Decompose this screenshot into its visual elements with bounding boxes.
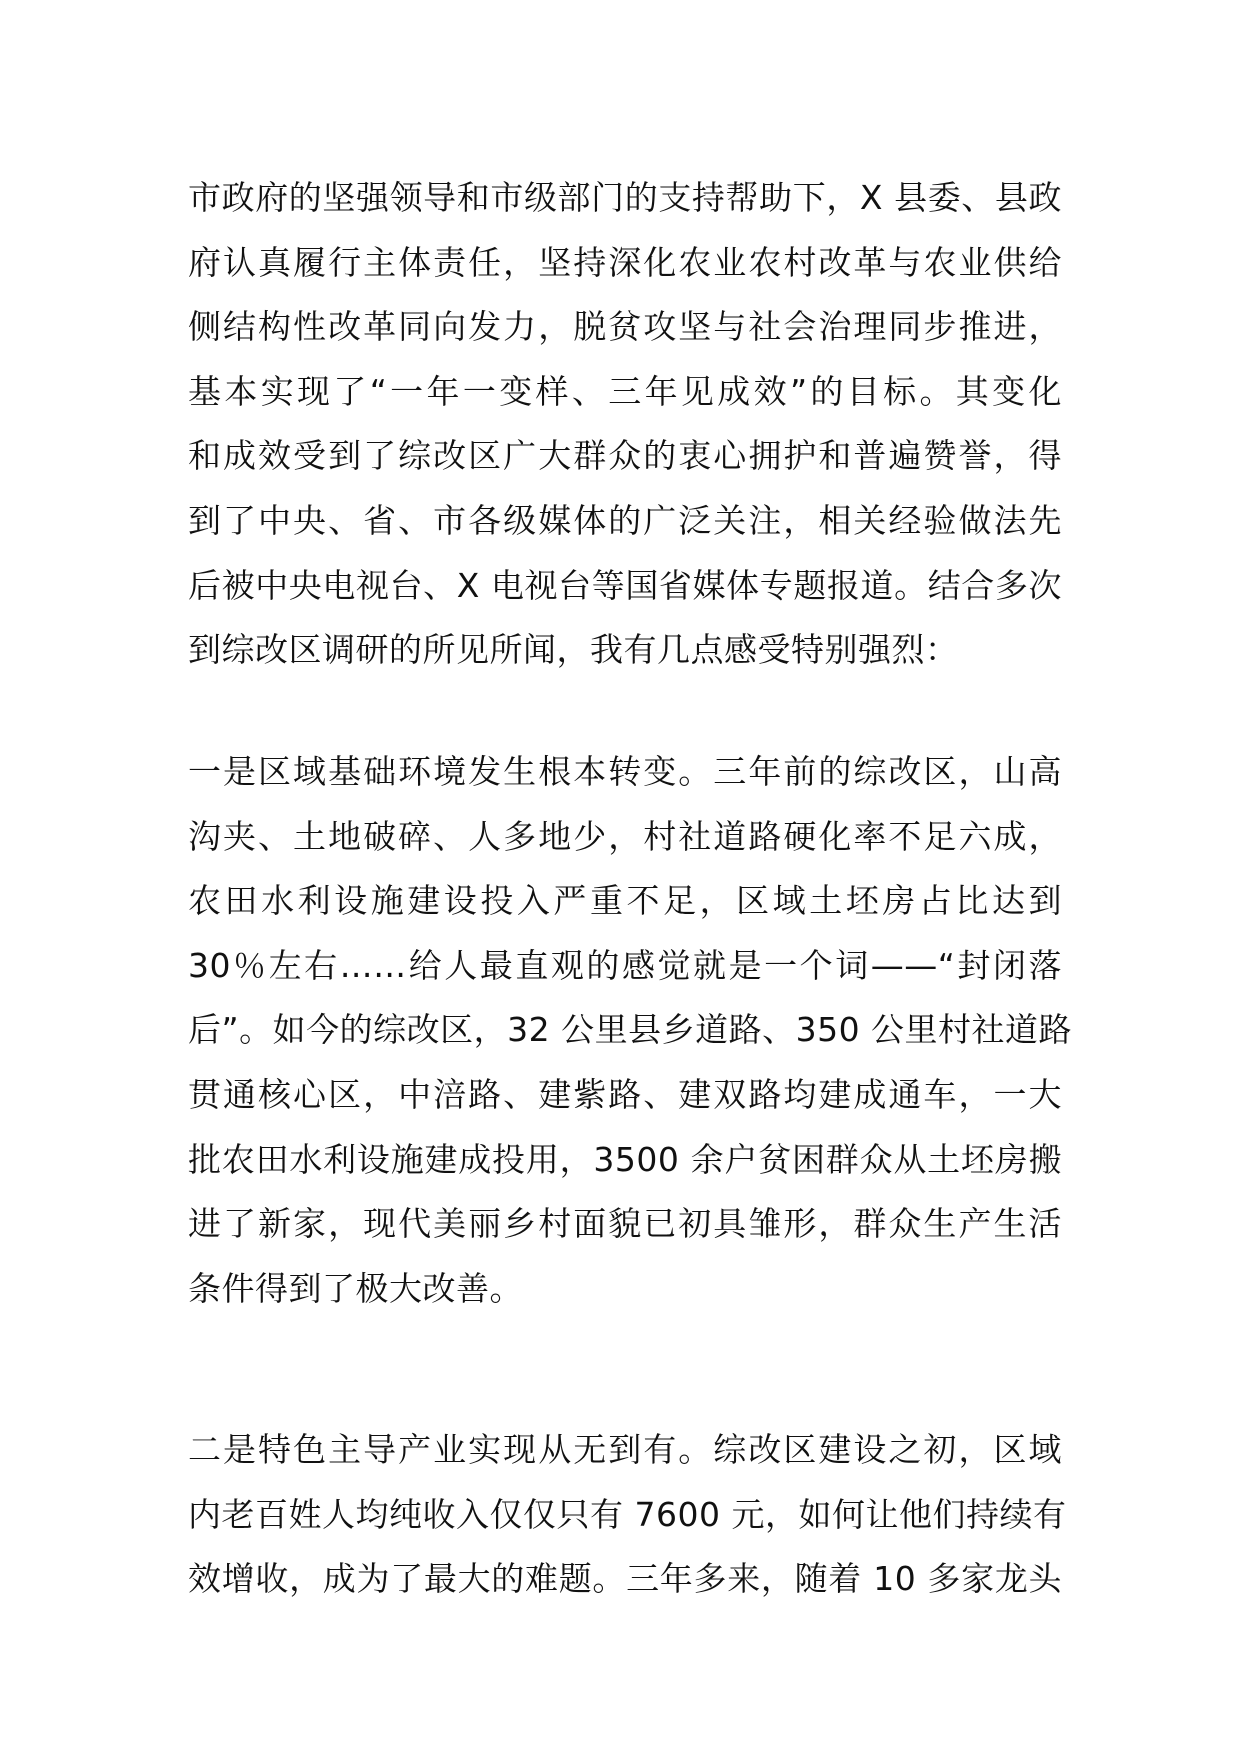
text-line: 和成效受到了综改区广大群众的衷心拥护和普遍赞誉，得 <box>188 436 1062 476</box>
text-line: 内老百姓人均纯收入仅仅只有 7600 元，如何让他们持续有 <box>188 1494 1067 1534</box>
text-line: 侧结构性改革同向发力，脱贫攻坚与社会治理同步推进， <box>188 307 1062 347</box>
text-line: 一是区域基础环境发生根本转变。三年前的综改区，山高 <box>188 752 1062 791</box>
text-line: 贯通核心区，中涪路、建紫路、建双路均建成通车，一大 <box>188 1074 1062 1114</box>
text-line: 到综改区调研的所见所闻，我有几点感受特别强烈： <box>188 630 959 670</box>
text-line: 二是特色主导产业实现从无到有。综改区建设之初，区域 <box>188 1430 1062 1469</box>
text-line: 农田水利设施建设投入严重不足，区域土坯房占比达到 <box>188 881 1062 921</box>
paragraph-3 <box>188 1418 1067 1612</box>
text-line: 后”。如今的综改区，32 公里县乡道路、350 公里村社道路 <box>188 1010 1073 1050</box>
text-line: 基本实现了“一年一变样、三年见成效”的目标。其变化 <box>188 371 1062 411</box>
text-line: 市政府的坚强领导和市级部门的支持帮助下，X 县委、县政 <box>188 178 1062 217</box>
text-line: 沟夹、土地破碎、人多地少，村社道路硬化率不足六成， <box>188 816 1062 856</box>
text-line: 批农田水利设施建成投用，3500 余户贫困群众从土坯房搬 <box>188 1139 1062 1179</box>
text-line: 到了中央、省、市各级媒体的广泛关注，相关经验做法先 <box>188 500 1062 540</box>
text-line: 进了新家，现代美丽乡村面貌已初具雏形，群众生产生活 <box>188 1204 1062 1244</box>
text-line: 后被中央电视台、X 电视台等国省媒体专题报道。结合多次 <box>188 565 1062 605</box>
text-line: 府认真履行主体责任，坚持深化农业农村改革与农业供给 <box>188 242 1062 282</box>
text-line: 效增收，成为了最大的难题。三年多来，随着 10 多家龙头 <box>188 1559 1062 1599</box>
paragraph-1 <box>188 166 1062 683</box>
text-line: 30％左右……给人最直观的感觉就是一个词——“封闭落 <box>188 945 1062 985</box>
text-line: 条件得到了极大改善。 <box>188 1268 523 1308</box>
paragraph-2 <box>188 740 1073 1321</box>
